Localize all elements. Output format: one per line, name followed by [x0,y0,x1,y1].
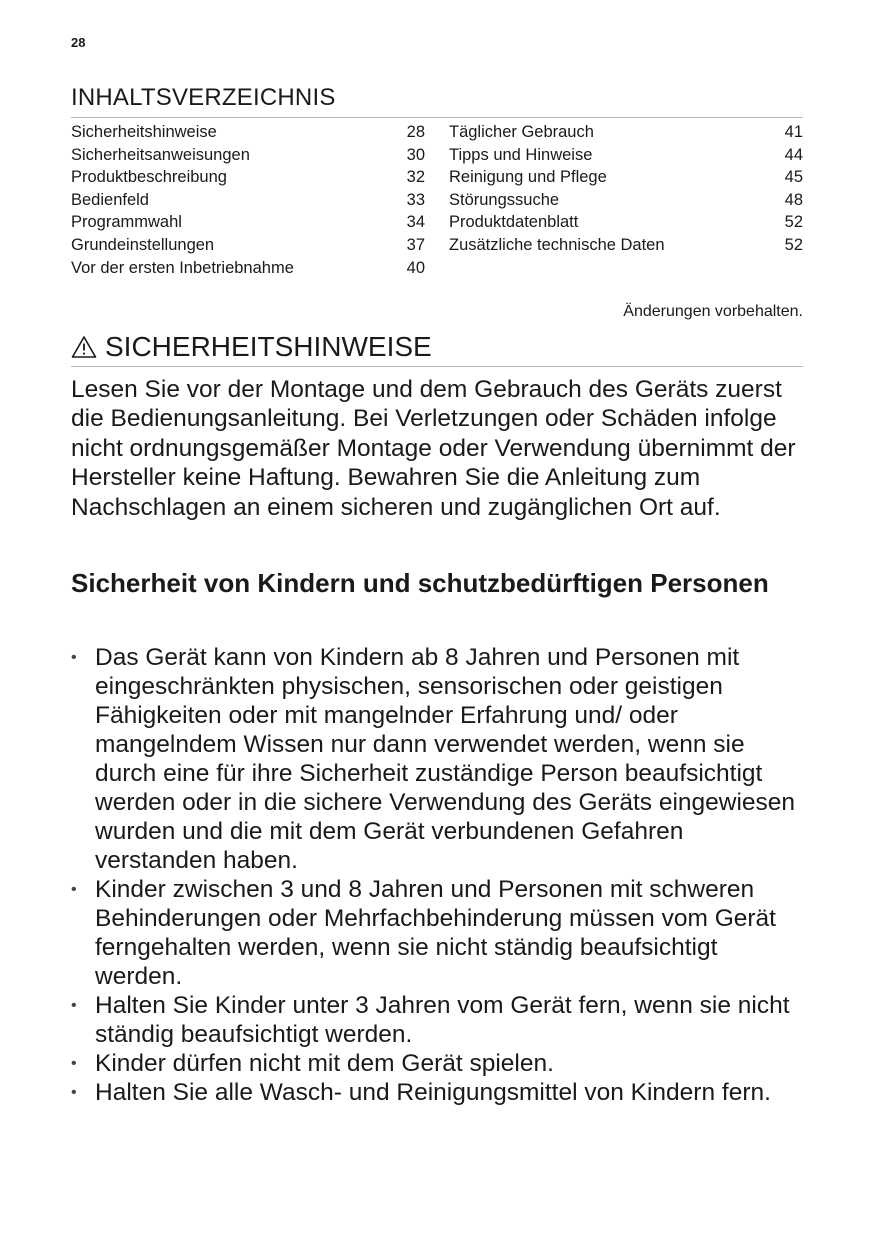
toc-title: INHALTSVERZEICHNIS [71,84,336,111]
toc-entry-label: Täglicher Gebrauch [449,123,594,141]
toc-entry-page: 48 [784,190,803,209]
list-item [71,991,811,1049]
toc-entry-page: 52 [784,235,803,254]
list-item [71,1049,811,1078]
toc-entry-page: 44 [784,145,803,164]
toc-entry-label: Zusätzliche technische Daten [449,235,665,254]
list-item-text: Kinder dürfen nicht mit dem Gerät spielen. [95,1050,554,1077]
list-item-text: Kinder zwischen 3 und 8 Jahren und Personen mit schweren Behinderungen oder Mehrfachbehinderung müssen vom Gerät ferngehalten werden, wenn sie nicht ständig beaufsichtigt werden. [95,876,776,990]
toc-entry-page: 40 [406,258,425,277]
toc-entry-page: 37 [406,235,425,254]
section-divider [71,366,803,367]
toc-entry-label: Programmwahl [71,213,182,232]
toc-entry-page: 28 [406,123,425,141]
bullet-icon: • [71,649,77,666]
toc-entry-page: 45 [784,168,803,187]
page-number: 28 [71,35,86,50]
toc-entry-label: Störungssuche [449,190,560,209]
toc-entry[interactable] [71,166,425,189]
toc-entry[interactable] [449,211,803,234]
child-safety-heading: Sicherheit von Kindern und schutzbedürftigen Personen [71,568,769,598]
toc-entry-label: Sicherheitsanweisungen [71,145,250,164]
toc-entry[interactable] [71,121,425,144]
toc-divider [71,117,803,118]
toc-entry[interactable] [71,211,425,234]
toc-entry-label: Tipps und Hinweise [449,145,593,164]
toc-right-column [449,121,803,257]
toc-entry-label: Reinigung und Pflege [449,168,607,187]
toc-entry[interactable] [71,257,425,280]
toc-entry[interactable] [449,121,803,144]
child-safety-list [71,643,811,1107]
section-title: SICHERHEITSHINWEISE [105,331,432,362]
toc-entry[interactable] [449,166,803,189]
toc-entry-label: Produktdatenblatt [449,213,579,232]
list-item-text: Halten Sie alle Wasch- und Reinigungsmittel von Kindern fern. [95,1079,771,1106]
toc-entry-label: Grundeinstellungen [71,235,215,254]
list-item [71,875,811,991]
bullet-icon: • [71,1084,77,1101]
bullet-icon: • [71,1055,77,1072]
toc-entry-label: Vor der ersten Inbetriebnahme [71,258,294,277]
toc-entry-page: 34 [406,213,425,232]
toc-entry[interactable] [449,144,803,167]
intro-paragraph: Lesen Sie vor der Montage und dem Gebrauch des Geräts zuerst die Bedienungsanleitung. Bei Verletzungen oder Schäden infolge nicht ordnungsgemäßer Montage oder Verwendung übernimmt der Hersteller keine Haftung. Bewahren Sie die Anleitung zum Nachschlagen an einem sicheren und zugänglichen Ort auf. [71,376,796,521]
toc-entry[interactable] [71,189,425,212]
section-heading [71,331,432,363]
toc-entry-page: 52 [784,213,803,232]
toc-entry-page: 30 [406,145,425,164]
bullet-icon: • [71,997,77,1014]
warning-triangle-icon [71,335,97,359]
toc-entry[interactable] [71,144,425,167]
toc-entry-label: Bedienfeld [71,190,149,209]
toc-entry-page: 32 [406,168,425,187]
toc-entry-label: Produktbeschreibung [71,168,227,187]
changes-note: Änderungen vorbehalten. [623,303,803,320]
list-item [71,643,811,875]
toc-entry[interactable] [71,234,425,257]
toc-entry[interactable] [449,234,803,257]
list-item-text: Das Gerät kann von Kindern ab 8 Jahren und Personen mit eingeschränkten physischen, sensorischen oder geistigen Fähigkeiten oder mit mangelnder Erfahrung und/ oder mangelndem Wissen nur dann verwendet werden, wenn sie durch eine für ihre Sicherheit zuständige Person beaufsichtigt werden oder in die sichere Verwendung des Geräts eingewiesen wurden und die mit dem Gerät verbundenen Gefahren verstanden haben. [95,644,796,874]
toc-left-column [71,121,425,279]
toc-entry[interactable] [449,189,803,212]
list-item-text: Halten Sie Kinder unter 3 Jahren vom Gerät fern, wenn sie nicht ständig beaufsichtigt werden. [95,992,790,1048]
toc-entry-page: 33 [406,190,425,209]
list-item [71,1078,811,1107]
toc-entry-page: 41 [784,123,803,141]
toc-entry-label: Sicherheitshinweise [71,123,217,141]
bullet-icon: • [71,881,77,898]
